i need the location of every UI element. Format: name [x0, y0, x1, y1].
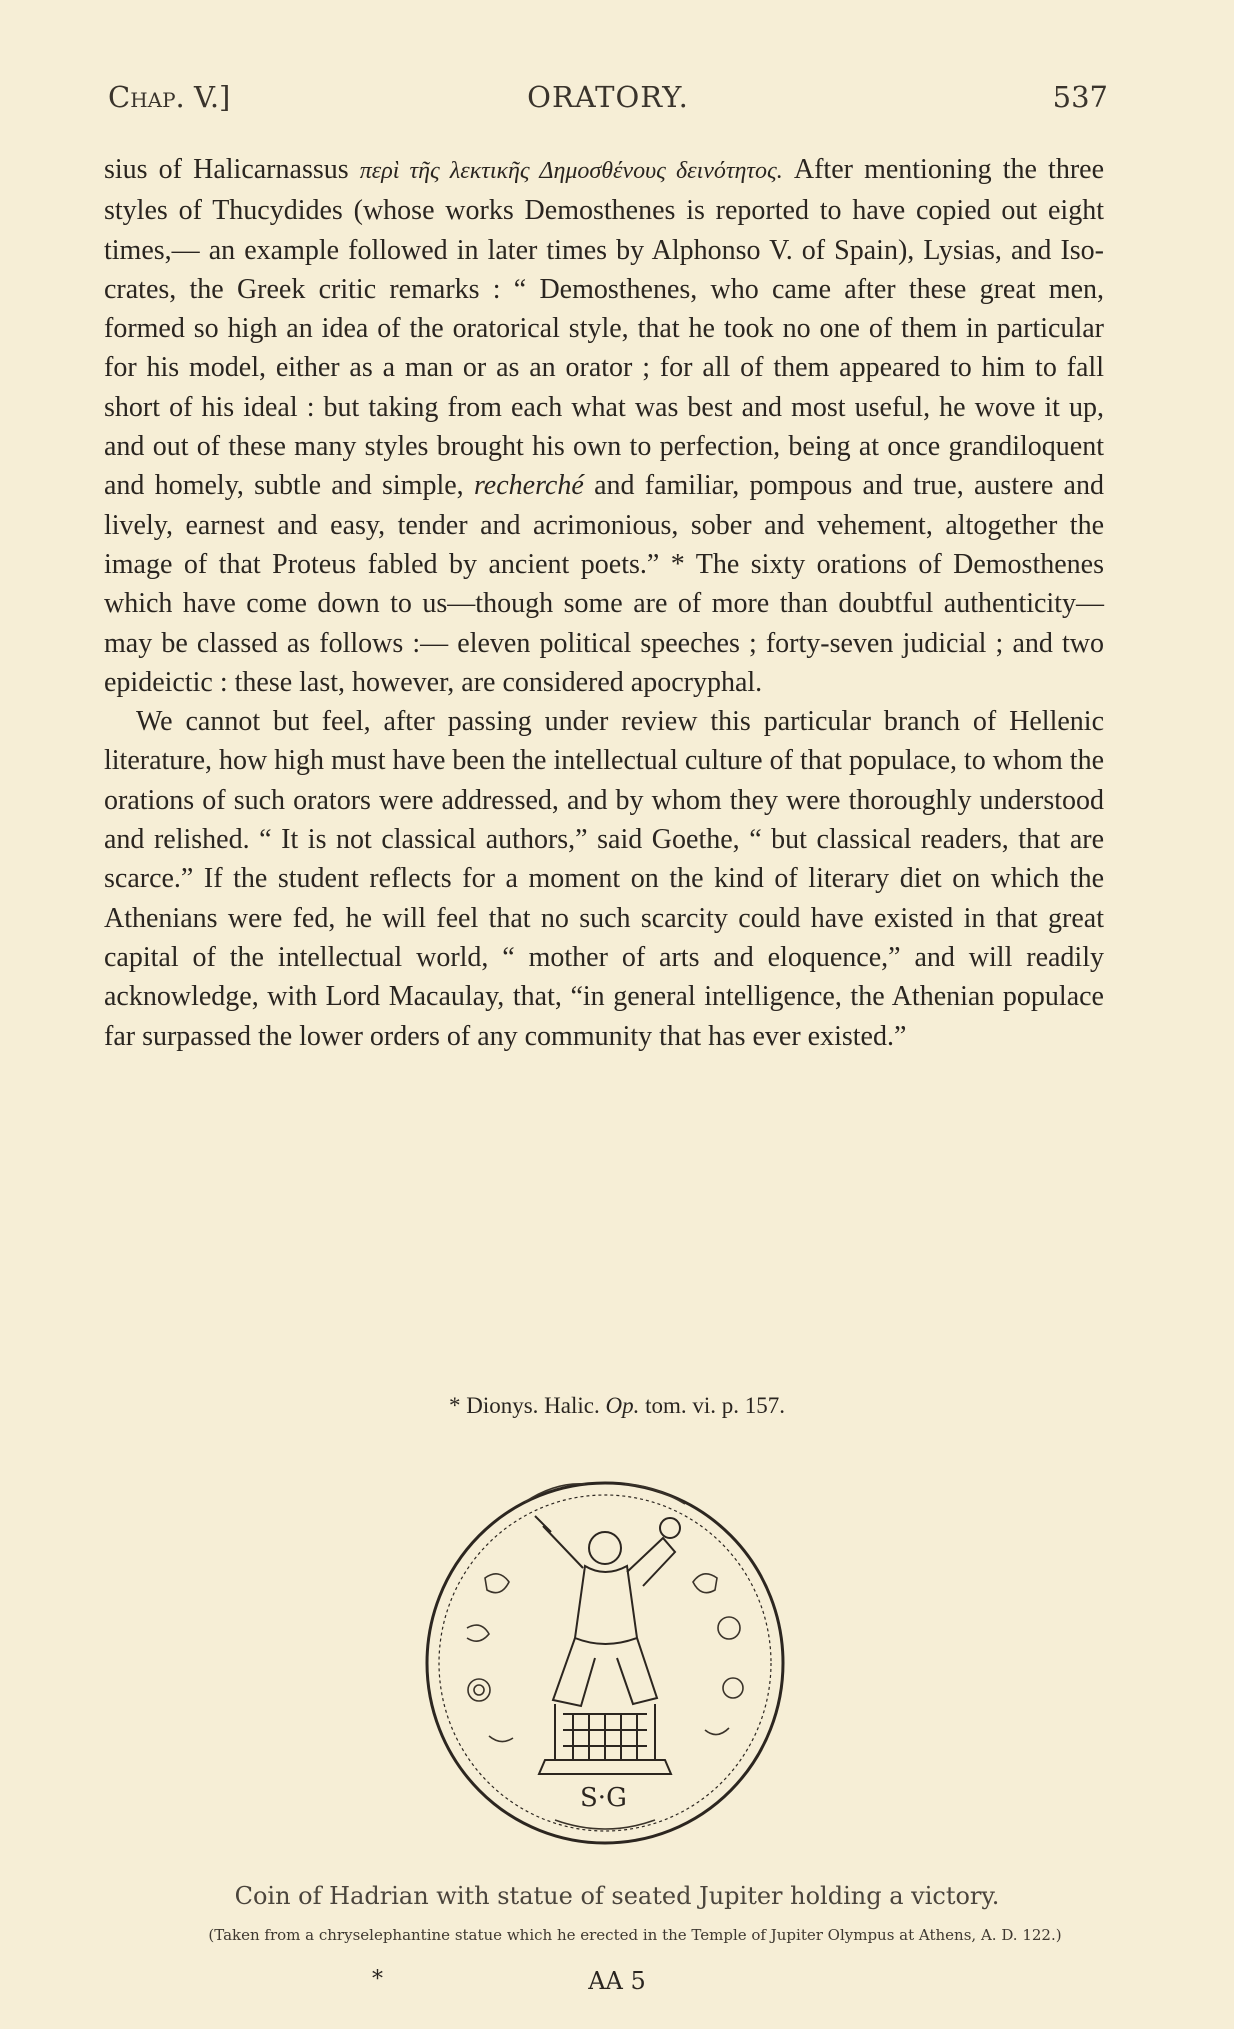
figure-source-note: (Taken from a chryselephantine statue which he erected in the Temple of Jupiter Olympus at Athens, A. D. 122.) [208, 1926, 1062, 1944]
coin-legend-marks [467, 1484, 743, 1829]
p1-start: sius of Halicarnassus [104, 154, 360, 185]
figure-caption: Coin of Hadrian with statue of seated Jupiter holding a victory. [234, 1882, 1000, 1910]
paragraph-1 [104, 150, 1104, 702]
seated-jupiter-figure [535, 1516, 680, 1774]
p1-italic: recherché [473, 470, 584, 502]
p1-b: and familiar, pompous and true, austere and lively, earnest and easy, tender and acrimonious, sober and vehement, altogether the image of that Proteus fabled by ancient poets.” * The sixty orations of Demosthenes which have come down to us—though some are of more than doubtful authenticity—may be classed as follows :— eleven political speeches ; forty-seven judicial ; and two epideictic : these last, however, are considered apocryphal. [104, 470, 1104, 698]
footnote-marker: * Dionys. Halic. [448, 1393, 606, 1418]
p1-a: After mentioning the three styles of Thucydides (whose works Demosthenes is reported to have copied out eight times,— an example followed in later times by Alphonso V. of Spain), Lysias, and Isocrates, the Greek critic remarks : “ Demosthenes, who came after these great men, formed so high an idea of the oratorical style, that he took no one of them in particular for his model, either as a man or as an orator ; for all of them appeared to him to fall short of his ideal : but taking from each what was best and most useful, he wove it up, and out of these many styles brought his own to perfection, being at once grandiloquent and homely, subtle and simple, [104, 154, 1105, 502]
footnote-rest: tom. vi. p. 157. [639, 1393, 786, 1418]
paragraph-2: We cannot but feel, after passing under review this particular branch of Hellenic literature, how high must have been the intellectual culture of that populace, to whom the orations of such orators were addressed, and by whom they were thoroughly understood and relished. “ It is not classical authors,” said Goethe, “ but classical readers, that are scarce.” If the student reflects for a moment on the kind of literary diet on which the Athenians were fed, he will feel that no such scarcity could have existed in that great capital of the intellectual world, “ mother of arts and eloquence,” and will readily acknowledge, with Lord Macaulay, that, “in general intelligence, the Athenian populace far surpassed the lower orders of any community that has ever existed.” [104, 706, 1104, 1052]
svg-text:S·G: S·G [580, 1783, 627, 1813]
signature-star: * [372, 1967, 383, 1992]
running-header [108, 80, 1108, 120]
footnote-italic: Op. [605, 1393, 640, 1418]
greek-title: περὶ τῆς λεκτικῆς Δημοσθένους δεινότητος. [359, 158, 783, 184]
signature-mark: AA 5 [588, 1967, 646, 1995]
coin-drawing [405, 1468, 805, 1858]
coin-illustration [405, 1468, 805, 1858]
coin-inner-ring [439, 1495, 771, 1831]
body-text [104, 150, 1104, 1056]
footnote [0, 1393, 1234, 1419]
page-number: 537 [1052, 80, 1108, 114]
chapter-label: Chap. V.] [108, 80, 231, 114]
page-title: ORATORY. [527, 80, 689, 114]
